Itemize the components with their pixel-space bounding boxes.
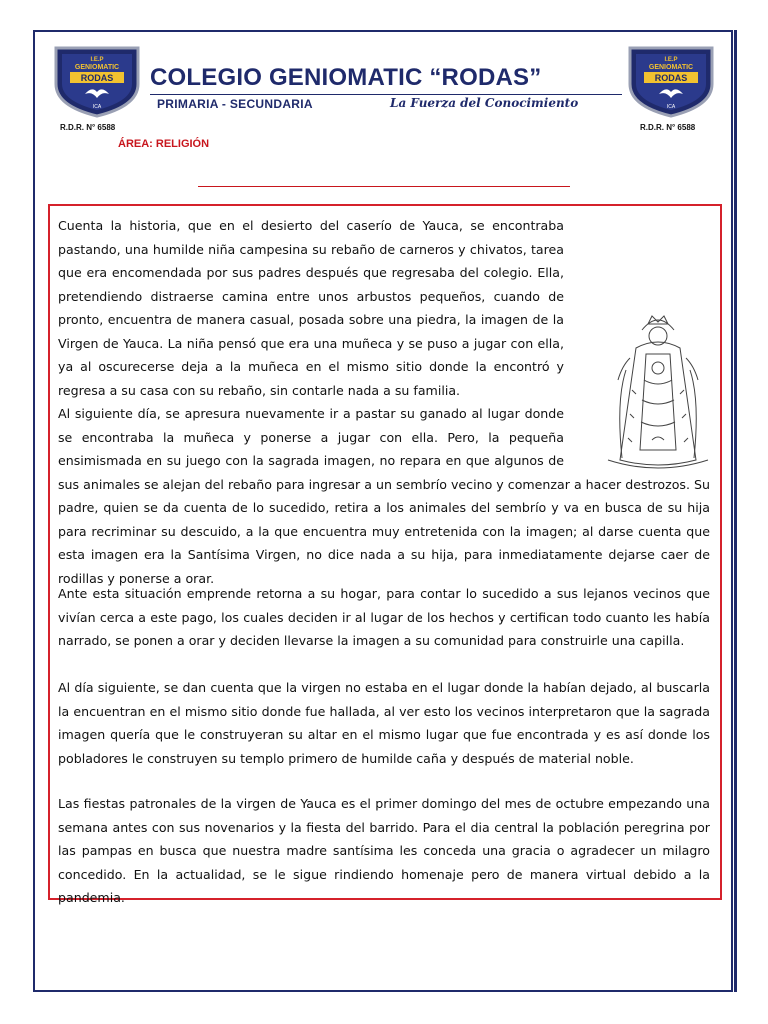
logo-text-1: I.E.P bbox=[90, 57, 104, 63]
paragraph-5: Las fiestas patronales de la virgen de Yauca es el primer domingo del mes de octubre empezando una semana antes con sus novenarios y la fiesta del barrido. Para el dia central la población peregrina por las pampas en busca que nuestra madre santísima les conceda una gracia o agradecer un milagro concedido. En la actualidad, se le sigue rindiendo homenaje pero de manera virtual debido a la pandemia. bbox=[58, 796, 710, 905]
logo-text-2: GENIOMATIC bbox=[648, 64, 694, 71]
rdr-number-left: R.D.R. N° 6588 bbox=[60, 123, 116, 132]
school-logo-left bbox=[52, 44, 142, 118]
shield-logo-icon bbox=[626, 44, 716, 118]
logo-text-4: ICA bbox=[92, 104, 102, 110]
logo-text-4: ICA bbox=[666, 104, 676, 110]
school-name: COLEGIO GENIOMATIC “RODAS” bbox=[150, 64, 542, 91]
paragraph-4: Al día siguiente, se dan cuenta que la virgen no estaba en el lugar donde la habían dejado, al buscarla la encuentran en el mismo sitio donde fue hallada, al ver esto los vecinos interpretaron que la sagrada imagen quería que le construyeran su altar en el mismo lugar que fue encontrada y es así donde los pobladores le construyen su templo primero de humilde caña y después de material noble. bbox=[58, 680, 710, 766]
virgin-of-yauca-illustration bbox=[596, 310, 720, 470]
school-motto: La Fuerza del Conocimiento bbox=[390, 96, 579, 110]
logo-text-2: GENIOMATIC bbox=[74, 64, 120, 71]
virgin-figure-icon bbox=[596, 310, 720, 470]
school-logo-right bbox=[626, 44, 716, 118]
rdr-number-right: R.D.R. N° 6588 bbox=[640, 123, 696, 132]
paragraph-3: Ante esta situación emprende retorna a su hogar, para contar lo sucedido a sus lejanos vecinos que vivían cerca a este pago, los cuales deciden ir al lugar de los hechos y certifican todo cuanto les había narrado, se ponen a orar y deciden llevarse la imagen a su comunidad para construirle una capilla. bbox=[58, 586, 710, 648]
paragraph-1-text: Cuenta la historia, que en el desierto del caserío de Yauca, se encontraba pastando, una humilde niña campesina su rebaño de carneros y chivatos, tarea que era encomendada por sus padres después que regresaba del colegio. Ella, pretendiendo distraerse camina entre unos arbustos pequeños, cuando de pronto, encuentra de manera casual, posada sobre una piedra, la imagen de la Virgen de Yauca. La niña pensó que era una muñeca y se puso a jugar con ella, ya al oscurecerse deja a la muñeca en el mismo sitio donde la encontró y regresa a su casa con su rebaño, sin contarle nada a su familia. bbox=[58, 218, 564, 398]
school-levels: PRIMARIA - SECUNDARIA bbox=[157, 97, 313, 111]
area-label: ÁREA: RELIGIÓN bbox=[118, 138, 210, 150]
shield-logo-icon bbox=[52, 44, 142, 118]
paragraph-2-text: Al siguiente día, se apresura nuevamente ir a pastar su ganado al lugar donde se encontraba la muñeca y ponerse a jugar con ella. Pero, la pequeña ensimismada en su juego con la sagrada imagen, no repara en que algunos de sus animales se alejan del rebaño para ingresar a un sembrío vecino y comenzar a hacer destrozos. Su padre, quien se da cuenta de lo sucedido, retira a los animales del sembrío y va en busca de su hija para recriminar su descuido, a la que encuentra muy entretenida con la imagen; al darse cuenta que esta imagen era la Santísima Virgen, no dice nada a su hija, para inmediatamente dejarse caer de rodillas y ponerse a orar. bbox=[58, 406, 710, 586]
logo-text-3: RODAS bbox=[654, 73, 688, 83]
logo-text-1: I.E.P bbox=[664, 57, 678, 63]
title-blank-line bbox=[198, 186, 570, 187]
logo-text-3: RODAS bbox=[80, 73, 114, 83]
header-divider bbox=[150, 94, 622, 95]
